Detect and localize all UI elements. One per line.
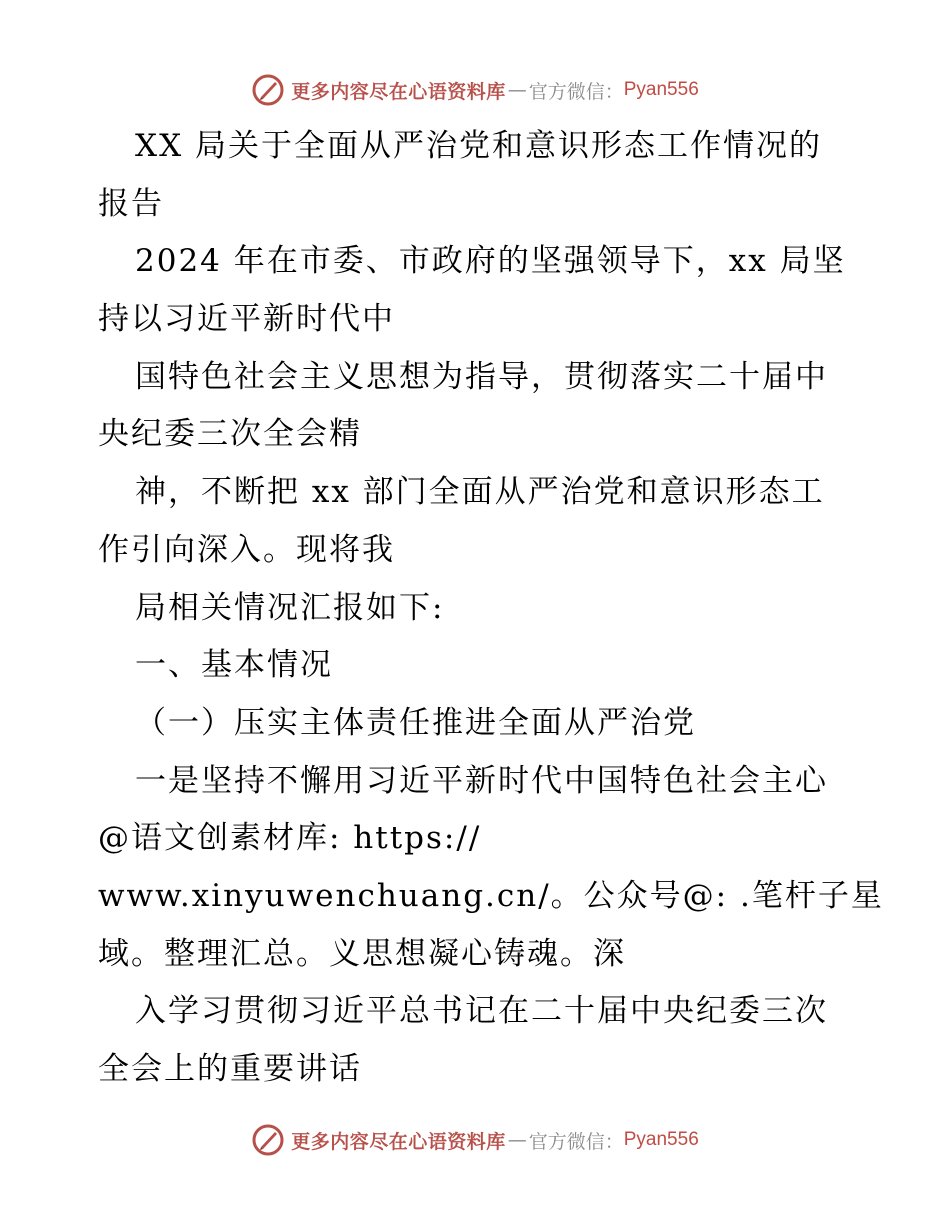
paragraph-line: www.xinyuwenchuang.cn/。公众号@: .笔杆子星 [98, 877, 884, 914]
watermark-wechat-id: Pyan556 [623, 79, 699, 100]
paragraph-line: 持以习近平新时代中 [98, 301, 395, 338]
paragraph-line: 2024 年在市委、市政府的坚强领导下，xx 局坚 [135, 243, 846, 280]
section-heading: 一、基本情况 [135, 647, 333, 684]
footer-watermark [0, 1120, 950, 1160]
paragraph-line: 神，不断把 xx 部门全面从严治党和意识形态工 [135, 474, 825, 511]
paragraph-line: 域。整理汇总。义思想凝心铸魂。深 [98, 935, 626, 972]
paragraph-line: 作引向深入。现将我 [98, 531, 395, 568]
watermark-wechat-id: Pyan556 [623, 1129, 699, 1150]
watermark-dash: — [507, 1129, 527, 1151]
paragraph-line: 一是坚持不懈用习近平新时代中国特色社会主心 [135, 762, 828, 799]
subsection-heading: （一）压实主体责任推进全面从严治党 [135, 704, 696, 741]
paragraph-line: 国特色社会主义思想为指导，贯彻落实二十届中 [135, 358, 828, 395]
paragraph-line: 入学习贯彻习近平总书记在二十届中央纪委三次 [135, 993, 828, 1030]
paragraph-line: 央纪委三次全会精 [98, 416, 362, 453]
document-body [98, 118, 884, 1099]
title-line-1: XX 局关于全面从严治党和意识形态工作情况的 [135, 128, 822, 164]
watermark-dash: — [507, 79, 527, 101]
paragraph-line: 全会上的重要讲话 [98, 1051, 362, 1087]
watermark-title: 更多内容尽在心语资料库 [291, 1130, 506, 1153]
title-line-2: 报告 [98, 185, 164, 222]
paragraph-line: @语文创素材库: https:// [98, 820, 482, 857]
paragraph-line: 局相关情况汇报如下: [135, 589, 445, 626]
quill-seal-icon [251, 1123, 285, 1157]
watermark-title: 更多内容尽在心语资料库 [291, 80, 506, 103]
header-watermark [0, 70, 950, 110]
watermark-wechat-label: 官方微信： [528, 80, 624, 103]
watermark-wechat-label: 官方微信： [528, 1130, 624, 1153]
quill-seal-icon [251, 73, 285, 107]
